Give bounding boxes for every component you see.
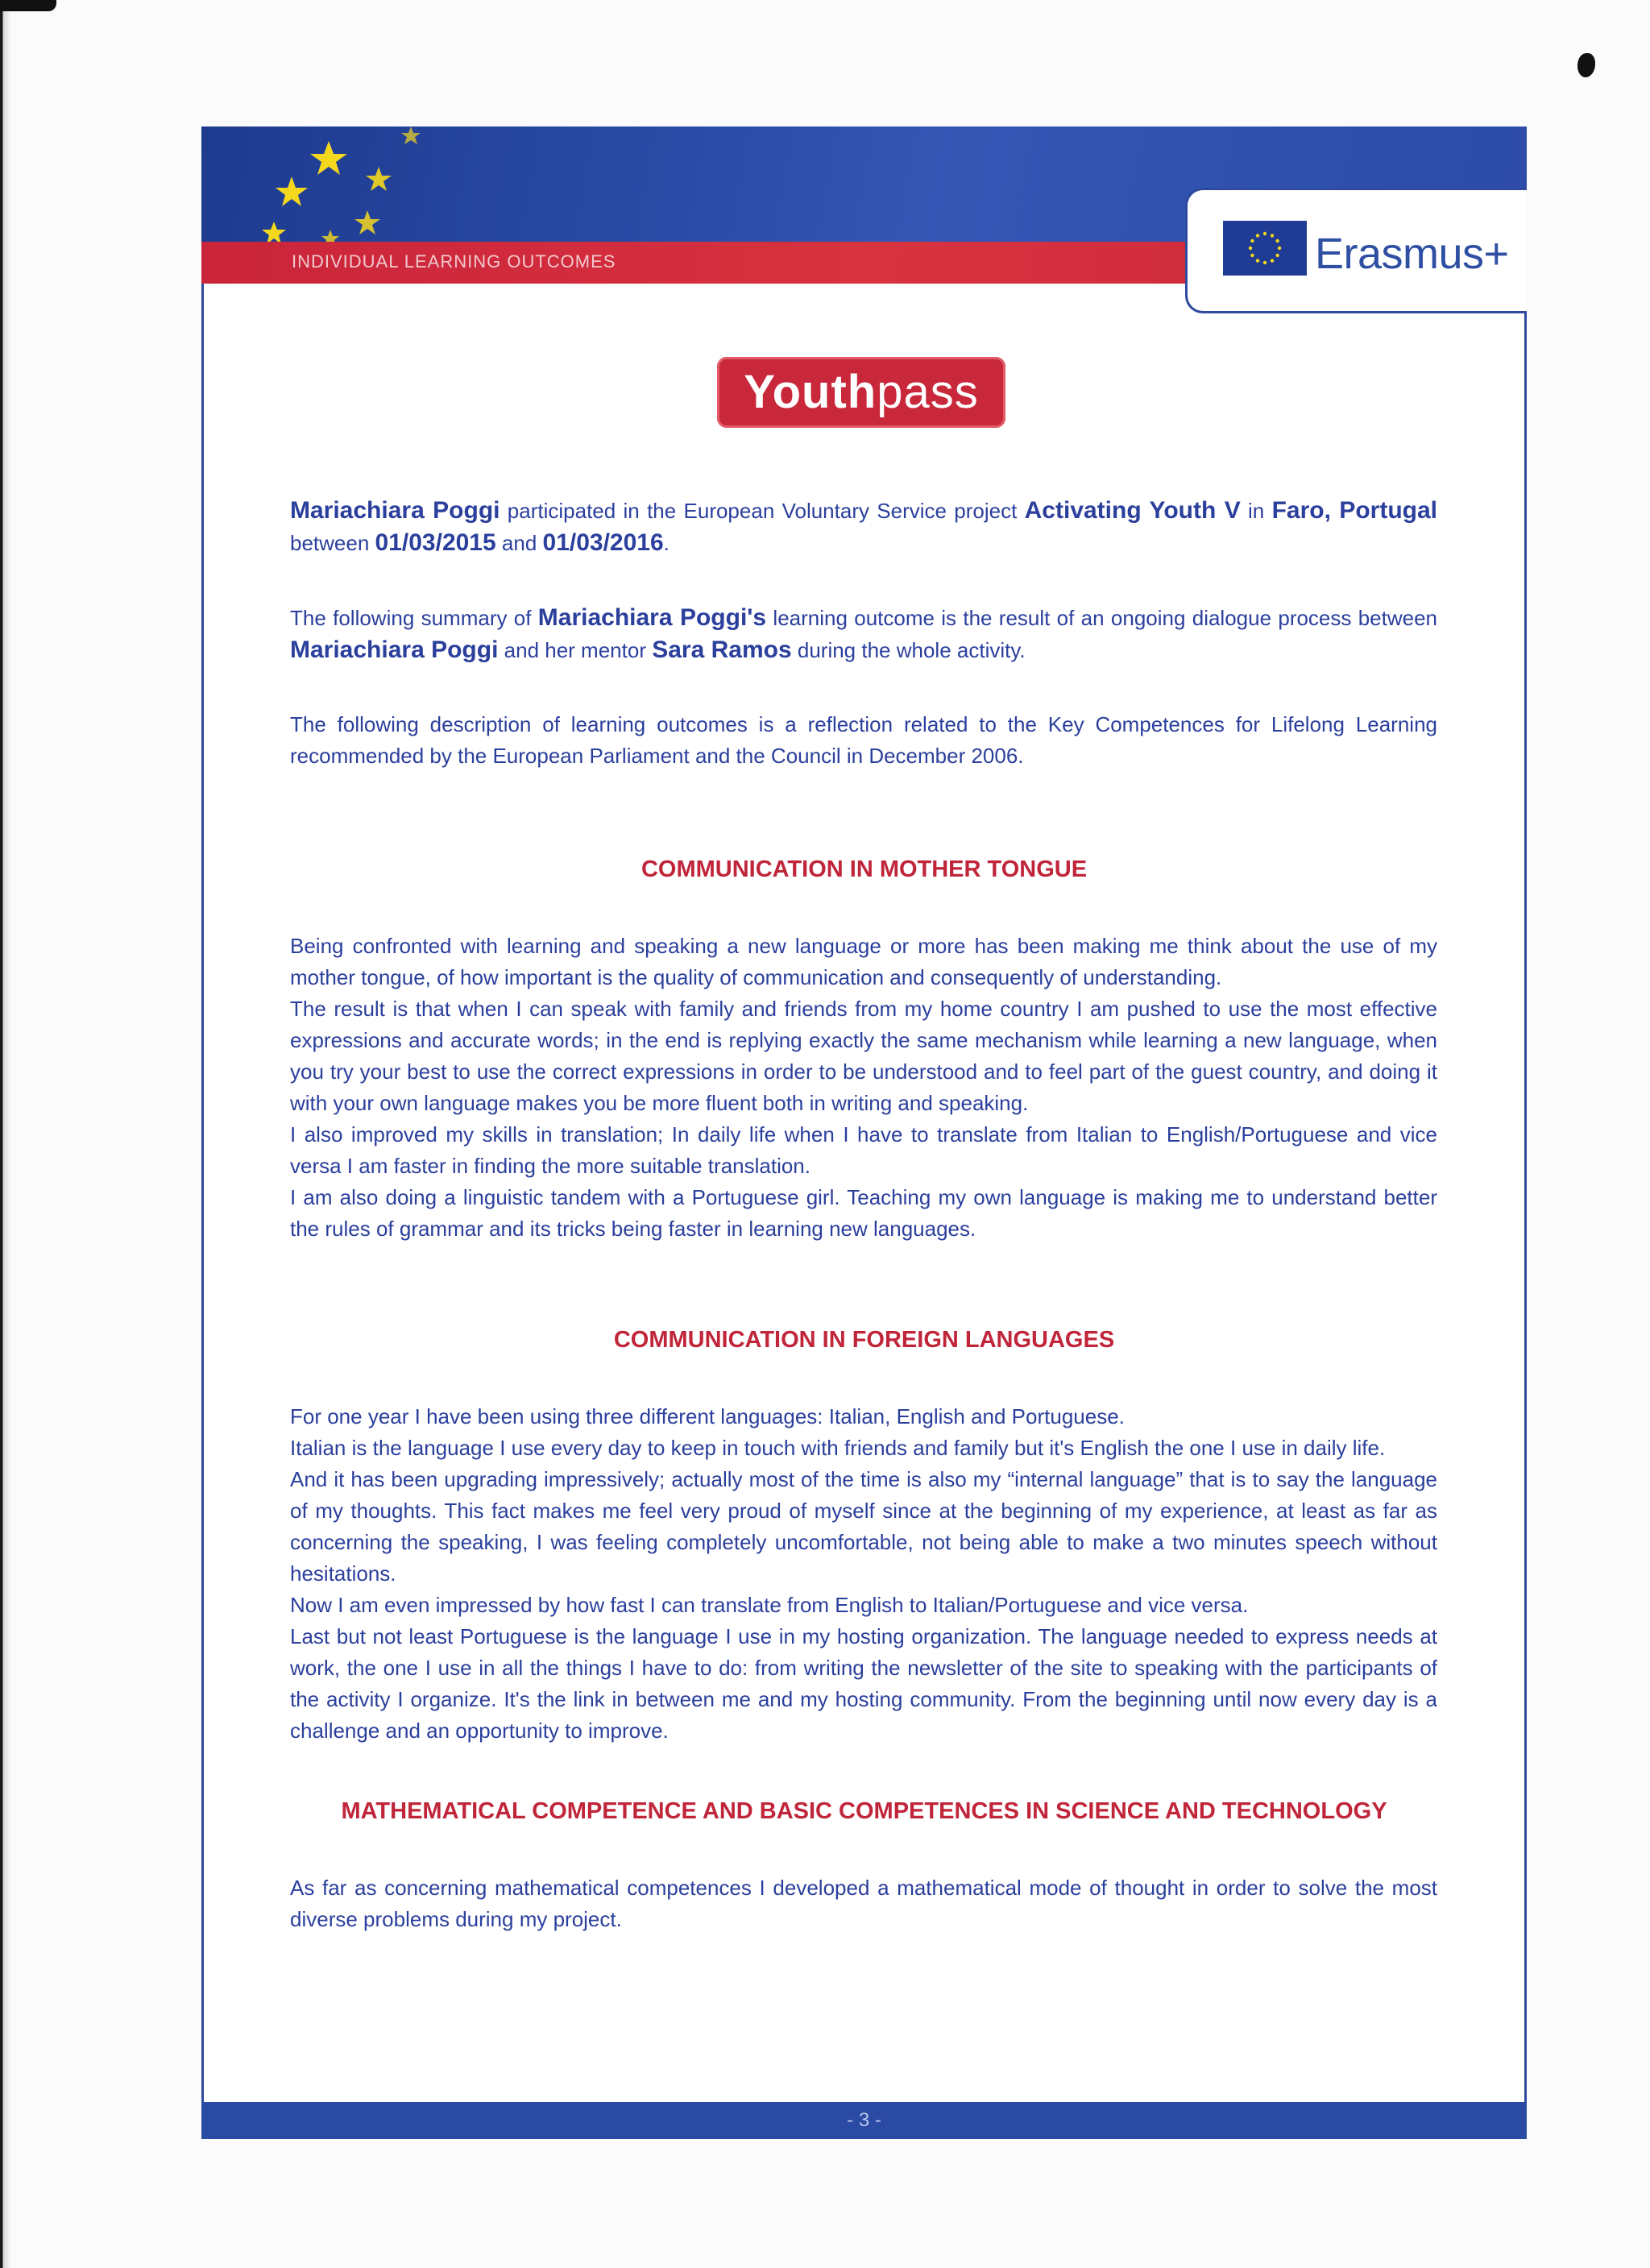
intro-paragraph-1 [290,495,1437,559]
paragraph: Italian is the language I use every day to keep in touch with friends and family but it's English the one I use in daily life. [290,1436,1386,1460]
intro-paragraph-2 [290,602,1437,666]
footer-bar [201,2102,1527,2139]
section-body-foreign-languages [290,1401,1437,1747]
youthpass-light: pass [877,366,979,418]
bold-text: Mariachiara Poggi [290,497,500,524]
text-run: learning outcome is the result of an ongoing dialogue process between [766,606,1438,630]
section-body-mother-tongue [290,931,1437,1245]
text-run: . [663,531,670,555]
text-run: participated in the European Voluntary Service project [500,499,1025,523]
paragraph: Last but not least Portuguese is the language I use in my hosting organization. The language needed to express needs at work, the one I use in all the things I have to do: from writing the newsletter of the site to speaking with the participants of the activity I organize. It's the link in between me and my hosting community. From the beginning until now every day is a challenge and an opportunity to improve. [290,1624,1437,1743]
ink-spot [1577,53,1595,77]
paragraph: I also improved my skills in translation; In daily life when I have to translate from Italian to English/Portuguese and vice versa I am faster in finding the more suitable translation. [290,1122,1437,1178]
erasmus-logo [1185,188,1527,313]
paragraph: The result is that when I can speak with family and friends from my home country I am pushed to use the most effective expressions and accurate words; in the end is replying exactly the same mechanism while learning a new language, when you try your best to use the correct expressions in order to be understood and to feel part of the guest country, and doing it with your own language makes you be more fluent both in writing and speaking. [290,997,1437,1115]
paragraph: I am also doing a linguistic tandem with a Portuguese girl. Teaching my own language is making me to understand better the rules of grammar and its tricks being faster in learning new languages. [290,1185,1437,1241]
text-run: during the whole activity. [791,638,1026,662]
intro-paragraph-3: The following description of learning outcomes is a reflection related to the Key Competences for Lifelong Learning recommended by the European Parliament and the Council in December 2006. [290,712,1437,768]
paragraph: Being confronted with learning and speaking a new language or more has been making me think about the use of my mother tongue, of how important is the quality of communication and consequently of understanding. [290,934,1437,989]
section-heading-foreign-languages: COMMUNICATION IN FOREIGN LANGUAGES [613,1327,1115,1353]
section-heading-math-science: MATHEMATICAL COMPETENCE AND BASIC COMPETENCES IN SCIENCE AND TECHNOLOGY [341,1798,1387,1824]
bold-text: 01/03/2016 [542,529,664,556]
scan-edge [0,0,11,2268]
bold-text: Sara Ramos [652,636,792,663]
erasmus-wordmark: Erasmus+ [1315,230,1509,278]
paragraph: As far as concerning mathematical competences I developed a mathematical mode of thought in order to solve the most diverse problems during my project. [290,1876,1437,1931]
text-run: and [495,531,543,555]
paragraph: And it has been upgrading impressively; actually most of the time is also my “internal language” that is to say the language of my thoughts. This fact makes me feel very proud of myself since at the beginning of my experience, at least as far as concerning the speaking, I was feeling completely uncomfortable, not being able to make a two minutes speech without hesitations. [290,1467,1437,1586]
bold-text: Mariachiara Poggi [290,636,499,663]
bold-text: Faro, Portugal [1271,497,1438,524]
bold-text: Activating Youth V [1024,497,1241,524]
text-run: in [1240,499,1272,523]
paragraph: Now I am even impressed by how fast I can translate from English to Italian/Portuguese and vice versa. [290,1593,1249,1617]
eu-flag-icon [1223,221,1307,276]
bold-text: 01/03/2015 [375,529,496,556]
text-run: between [290,531,375,555]
section-heading-mother-tongue: COMMUNICATION IN MOTHER TONGUE [641,856,1088,882]
youthpass-bold: Youth [744,366,877,418]
scan-corner-mark [0,0,56,11]
text-run: and her mentor [498,638,653,662]
text-run: The following summary of [290,606,538,630]
eu-stars-icon [234,126,443,255]
paragraph: For one year I have been using three different languages: Italian, English and Portuguese. [290,1404,1125,1428]
bold-text: Mariachiara Poggi's [537,604,767,631]
section-body-math-science [290,1872,1437,1935]
banner-label: INDIVIDUAL LEARNING OUTCOMES [292,251,616,272]
youthpass-logo [717,357,1005,428]
page-number: - 3 - [847,2109,881,2131]
